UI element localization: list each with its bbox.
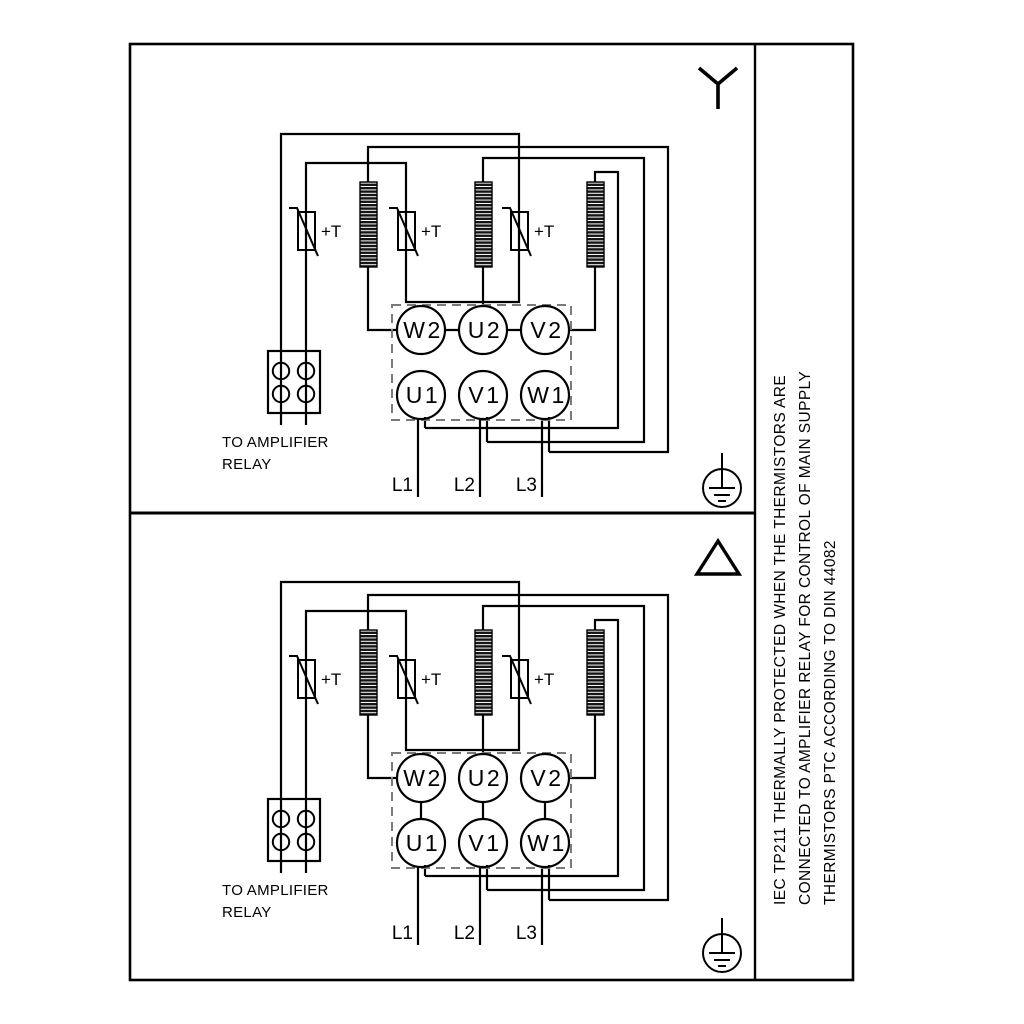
star-connection-panel	[222, 68, 741, 507]
protective-earth-icon	[703, 918, 741, 972]
side-note-line-2: CONNECTED TO AMPLIFIER RELAY FOR CONTROL OF MAIN SUPPLY	[797, 370, 814, 905]
delta-connection-icon	[697, 541, 739, 574]
delta-terminal-bridges	[421, 802, 545, 819]
star-panel-circuit	[222, 134, 668, 497]
protective-earth-icon	[703, 453, 741, 507]
delta-panel-circuit	[222, 582, 668, 945]
side-note-line-1: IEC TP211 THERMALLY PROTECTED WHEN THE THERMISTORS ARE	[772, 374, 789, 905]
delta-connection-panel	[222, 541, 741, 972]
side-note-line-3: THERMISTORS PTC ACCORDING TO DIN 44082	[822, 540, 839, 905]
star-connection-icon	[699, 68, 737, 109]
side-note	[772, 371, 839, 905]
